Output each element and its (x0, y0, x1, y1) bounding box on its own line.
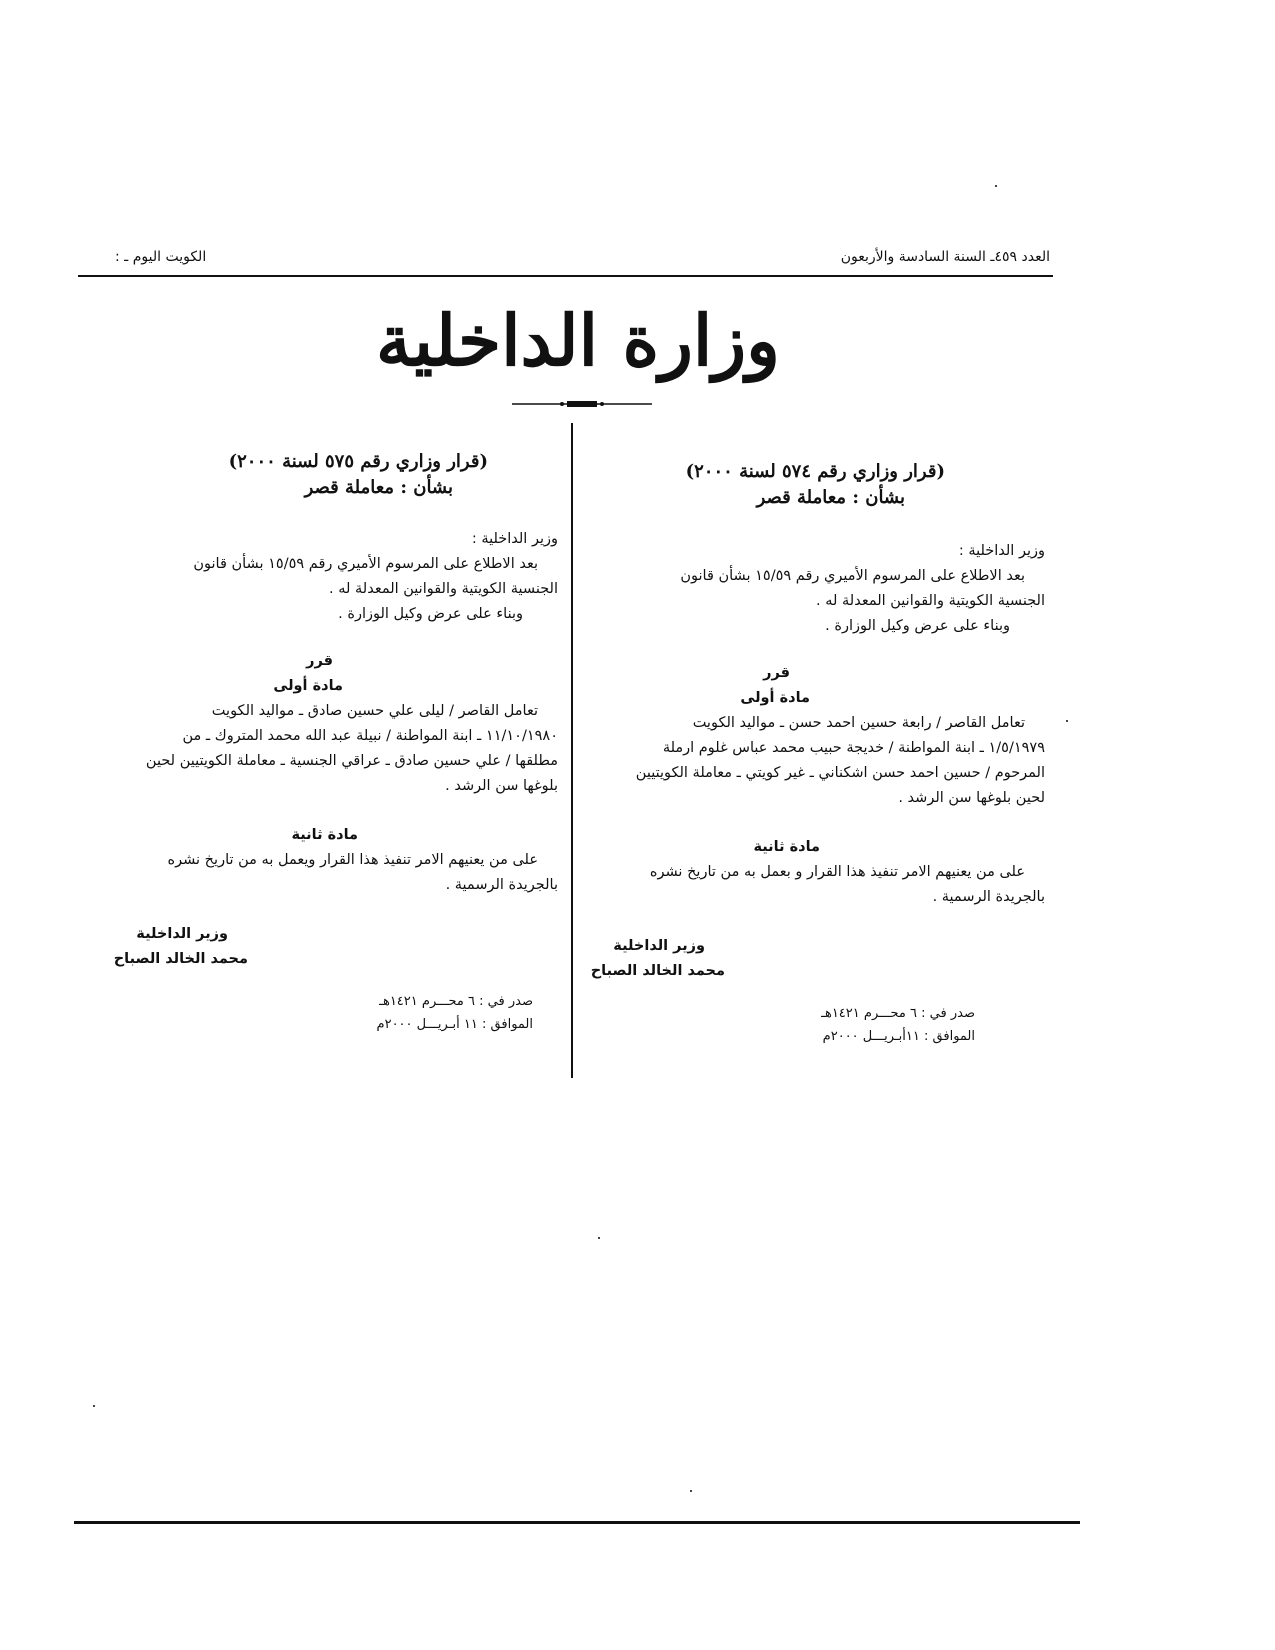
article-line: المرحوم / حسين احمد حسن اشكناني ـ غير كويتي ـ معاملة الكويتيين (635, 765, 1045, 781)
publication-name: الكويت اليوم ـ : (115, 249, 207, 265)
issue-date: صدر في : ٦ محـــرم ١٤٢١هـ (379, 994, 533, 1009)
article-line: تعامل القاصر / ليلى علي حسين صادق ـ مواليد الكويت (211, 703, 538, 719)
decree-574 (590, 459, 1045, 1048)
preamble-line: وبناء على عرض وكيل الوزارة . (338, 606, 523, 622)
article-line: بالجريدة الرسمية . (445, 877, 558, 893)
preamble-line: الجنسية الكويتية والقوانين المعدلة له . (816, 593, 1045, 609)
scan-speck (995, 185, 997, 187)
header-divider (78, 275, 1053, 277)
gregorian-date: الموافق : ١١ أبـريـــل ٢٠٠٠م (376, 1017, 533, 1032)
preamble-line: الجنسية الكويتية والقوانين المعدلة له . (329, 581, 558, 597)
ornament-divider (512, 400, 652, 408)
article-line: على من يعنيهم الامر تنفيذ هذا القرار و بعمل به من تاريخ نشره (649, 864, 1025, 880)
decree-title: (قرار وزاري رقم ٥٧٥ لسنة ٢٠٠٠) (228, 451, 488, 472)
decree-subject: بشأن : معاملة قصر (304, 477, 453, 498)
article-heading: مادة أولى (740, 690, 810, 706)
article-line: بالجريدة الرسمية . (932, 889, 1045, 905)
scan-speck (93, 1405, 95, 1407)
article-line: مطلقها / علي حسين صادق ـ عراقي الجنسية ـ معاملة الكويتيين لحين (145, 753, 558, 769)
article-heading: مادة ثانية (291, 827, 358, 843)
scan-speck (598, 1237, 600, 1239)
scan-speck (1066, 720, 1068, 722)
gregorian-date: الموافق : ١١أبـريـــل ٢٠٠٠م (822, 1029, 975, 1044)
addressee: وزير الداخلية : (958, 543, 1045, 559)
article-line: ١١/١٠/١٩٨٠ ـ ابنة المواطنة / نبيلة عبد الله محمد المتروك ـ من (182, 728, 558, 744)
signature-title: وزير الداخلية (613, 938, 705, 954)
scan-speck (690, 1490, 692, 1492)
column-divider (571, 423, 573, 1078)
article-line: على من يعنيهم الامر تنفيذ هذا القرار ويعمل به من تاريخ نشره (167, 852, 538, 868)
preamble-line: بعد الاطلاع على المرسوم الأميري رقم ١٥/٥٩ بشأن قانون (680, 568, 1025, 584)
ministry-title: وزارة الداخلية (376, 299, 780, 382)
decided-heading: قرر (763, 665, 790, 681)
signature-name: محمد الخالد الصباح (113, 951, 248, 967)
article-line: لحين بلوغها سن الرشد . (898, 790, 1045, 806)
addressee: وزير الداخلية : (471, 531, 558, 547)
article-heading: مادة ثانية (753, 839, 820, 855)
issue-info: العدد ٤٥٩ـ السنة السادسة والأربعون (840, 249, 1050, 265)
footer-divider (74, 1521, 1080, 1524)
signature-title: وزير الداخلية (136, 926, 228, 942)
signature-name: محمد الخالد الصباح (590, 963, 725, 979)
decree-subject: بشأن : معاملة قصر (756, 487, 905, 508)
article-heading: مادة أولى (273, 678, 343, 694)
article-line: بلوغها سن الرشد . (445, 778, 558, 794)
decree-title: (قرار وزاري رقم ٥٧٤ لسنة ٢٠٠٠) (685, 461, 945, 482)
article-line: ١/٥/١٩٧٩ ـ ابنة المواطنة / خديجة حبيب محمد عباس غلوم ارملة (662, 740, 1045, 756)
issue-date: صدر في : ٦ محـــرم ١٤٢١هـ (821, 1006, 975, 1021)
preamble-line: بعد الاطلاع على المرسوم الأميري رقم ١٥/٥٩ بشأن قانون (193, 556, 538, 572)
decided-heading: قرر (306, 653, 333, 669)
article-line: تعامل القاصر / رابعة حسين احمد حسن ـ مواليد الكويت (692, 715, 1025, 731)
preamble-line: وبناء على عرض وكيل الوزارة . (825, 618, 1010, 634)
decree-575 (108, 449, 558, 1036)
